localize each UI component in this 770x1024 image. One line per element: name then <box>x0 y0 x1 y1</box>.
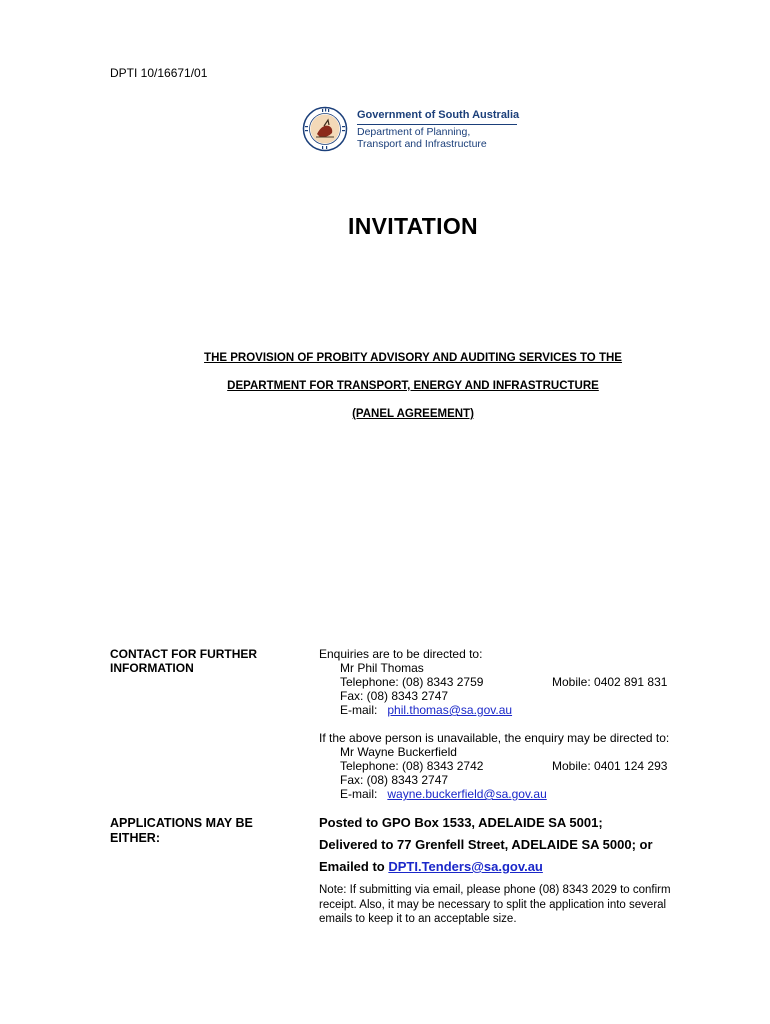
primary-contact-name: Mr Phil Thomas <box>340 661 424 675</box>
application-method-post: Posted to GPO Box 1533, ADELAIDE SA 5001; <box>319 815 603 830</box>
alternate-contact-telephone: Telephone: (08) 8343 2742 <box>340 759 484 773</box>
alternate-contact-name: Mr Wayne Buckerfield <box>340 745 457 759</box>
applications-label <box>110 816 253 846</box>
application-email-prefix: Emailed to <box>319 859 389 874</box>
applications-label-line1: APPLICATIONS MAY BE <box>110 816 253 830</box>
department-name-line1: Department of Planning, <box>357 126 471 138</box>
primary-contact-email-row <box>340 703 512 717</box>
logo-divider <box>357 124 517 125</box>
contact-label-line1: CONTACT FOR FURTHER <box>110 647 258 661</box>
email-label: E-mail: <box>340 787 378 801</box>
alternate-contact-email-link[interactable]: wayne.buckerfield@sa.gov.au <box>387 787 547 801</box>
alternate-contact-email-row <box>340 787 547 801</box>
department-name-line2: Transport and Infrastructure <box>357 138 487 150</box>
government-logo <box>302 106 524 154</box>
alternate-contact-mobile: Mobile: 0401 124 293 <box>552 759 668 773</box>
primary-contact-telephone: Telephone: (08) 8343 2759 <box>340 675 484 689</box>
contact-label <box>110 647 257 675</box>
primary-contact-fax: Fax: (08) 8343 2747 <box>340 689 449 703</box>
subtitle-line-2: DEPARTMENT FOR TRANSPORT, ENERGY AND INFRASTRUCTURE <box>227 380 599 392</box>
document-reference: DPTI 10/16671/01 <box>110 66 208 80</box>
applications-label-line2: EITHER: <box>110 831 160 845</box>
document-title: INVITATION <box>348 213 478 239</box>
contact-intro: Enquiries are to be directed to: <box>319 647 483 661</box>
primary-contact-mobile: Mobile: 0402 891 831 <box>552 675 668 689</box>
application-method-delivery: Delivered to 77 Grenfell Street, ADELAIDE SA 5000; or <box>319 837 653 852</box>
government-name: Government of South Australia <box>357 109 520 121</box>
contact-label-line2: INFORMATION <box>110 661 194 675</box>
alternate-contact-fax: Fax: (08) 8343 2747 <box>340 773 449 787</box>
subtitle-line-3: (PANEL AGREEMENT) <box>352 408 474 420</box>
subtitle-line-1: THE PROVISION OF PROBITY ADVISORY AND AUDITING SERVICES TO THE <box>204 352 622 364</box>
alternate-contact-intro: If the above person is unavailable, the enquiry may be directed to: <box>319 731 670 745</box>
email-label: E-mail: <box>340 703 378 717</box>
tenders-email-link[interactable]: DPTI.Tenders@sa.gov.au <box>388 859 543 874</box>
primary-contact-email-link[interactable]: phil.thomas@sa.gov.au <box>387 703 513 717</box>
application-method-email <box>319 859 543 874</box>
south-australia-seal-icon <box>302 106 348 152</box>
submission-note: Note: If submitting via email, please phone (08) 8343 2029 to confirm receipt. Also, it may be necessary to split the application into several emails to keep it to an acceptable size. <box>319 884 671 925</box>
